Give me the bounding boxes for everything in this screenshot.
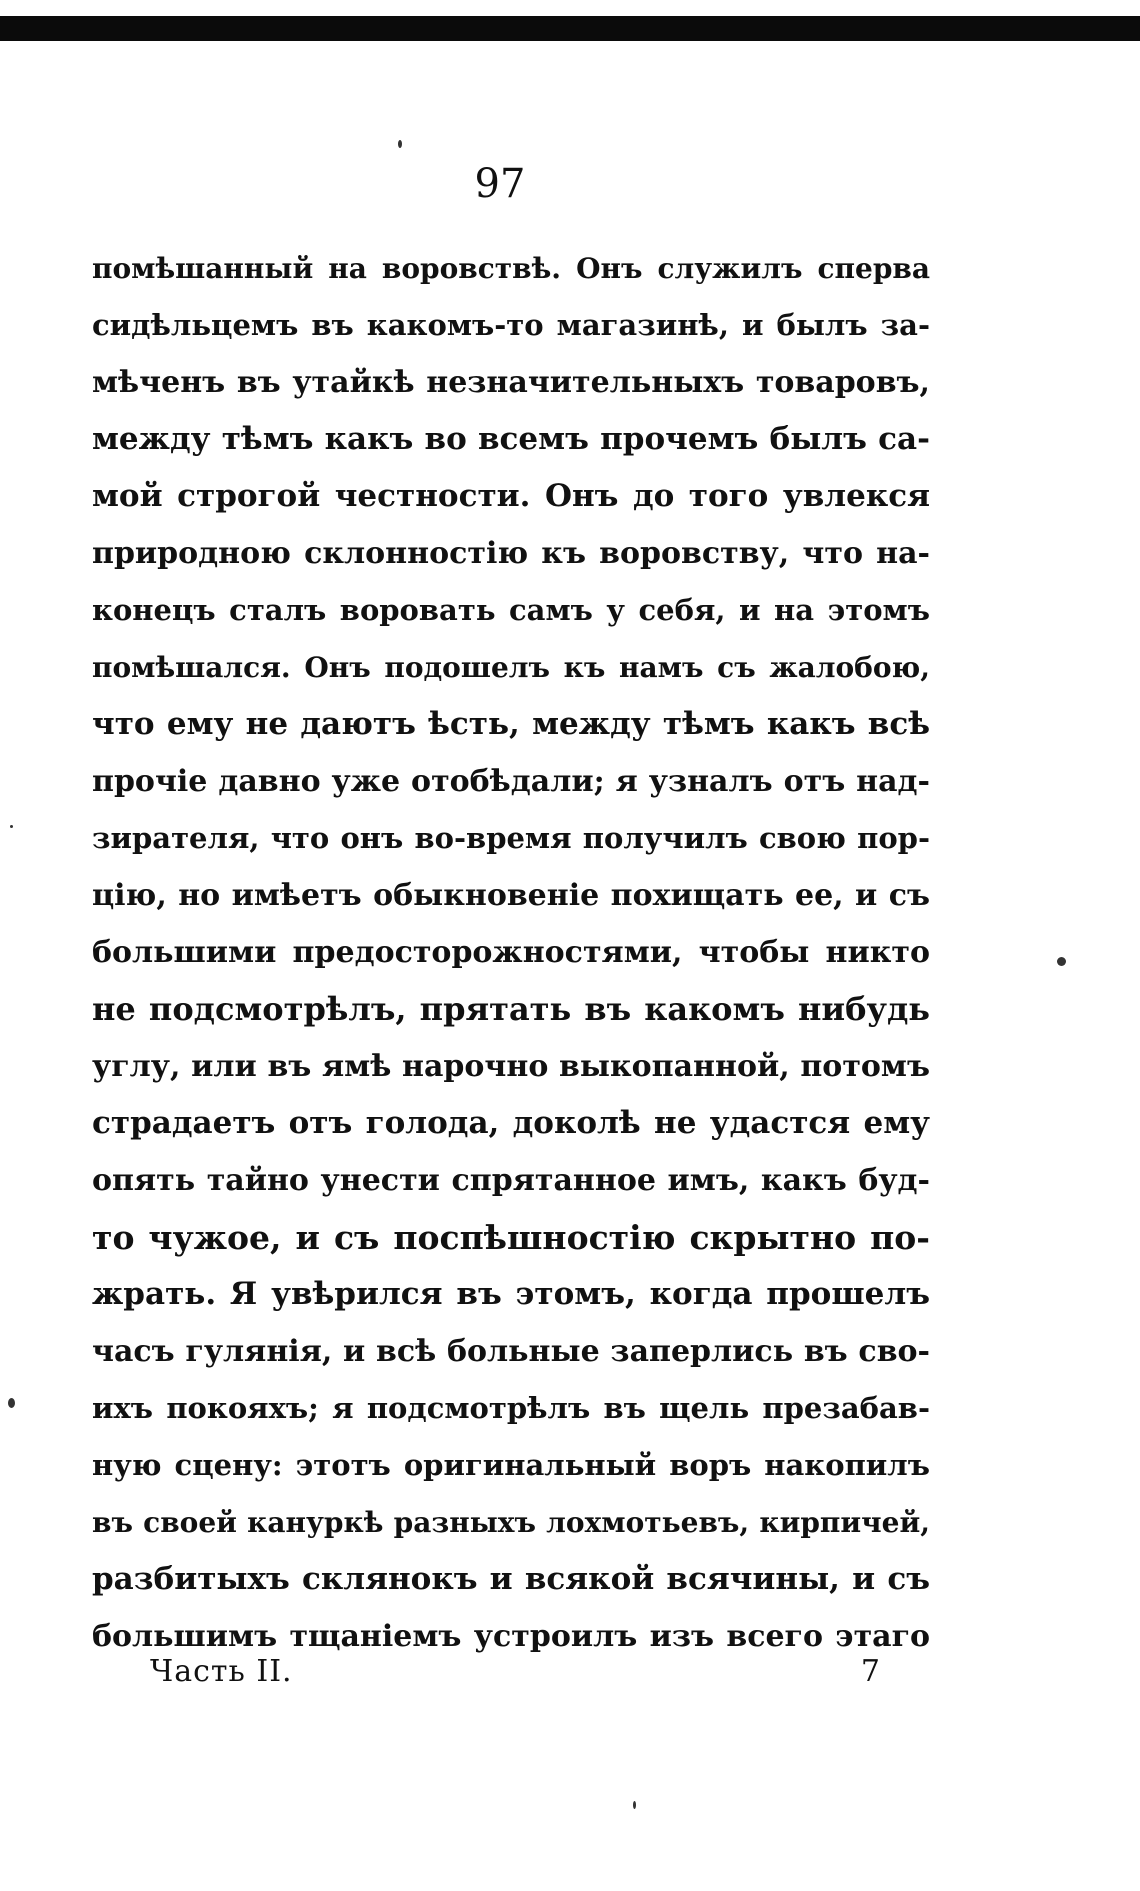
- text-line: страдаетъ отъ голода, доколѣ не удастся ему: [92, 1105, 930, 1141]
- text-line: мѣченъ въ утайкѣ незначительныхъ товаровъ,: [92, 365, 930, 400]
- scan-top-border: [0, 16, 1140, 41]
- signature-mark: Часть II.: [150, 1654, 293, 1689]
- text-line: мой строгой честности. Онъ до того увлекся: [92, 478, 930, 514]
- text-line: сидѣльцемъ въ какомъ-то магазинѣ, и былъ за-: [92, 308, 930, 342]
- scan-speck: [633, 1801, 636, 1809]
- scan-speck: [398, 140, 402, 148]
- text-line: ную сцену: этотъ оригинальный воръ накопилъ: [92, 1448, 930, 1482]
- scan-speck: [10, 825, 13, 828]
- text-line: помѣшанный на воровствѣ. Онъ служилъ сперва: [92, 252, 930, 285]
- text-line: помѣшался. Онъ подошелъ къ намъ съ жалобою,: [92, 651, 930, 684]
- text-line: конецъ сталъ воровать самъ у себя, и на этомъ: [92, 593, 930, 627]
- scan-speck: [8, 1398, 15, 1408]
- scan-speck: [1057, 957, 1066, 966]
- text-line: зирателя, что онъ во-время получилъ свою пор-: [92, 821, 930, 855]
- text-line: ихъ покояхъ; я подсмотрѣлъ въ щель презабав-: [92, 1391, 930, 1425]
- page-footer: [150, 1650, 880, 1694]
- text-line: между тѣмъ какъ во всемъ прочемъ былъ са-: [92, 421, 930, 457]
- page-number: 97: [474, 161, 526, 207]
- text-line: большими предосторожностями, чтобы никто: [92, 935, 930, 970]
- text-line: жрать. Я увѣрился въ этомъ, когда прошелъ: [92, 1276, 930, 1312]
- text-line: цію, но имѣетъ обыкновеніе похищать ее, и съ: [92, 878, 930, 913]
- text-line: природною склонностію къ воровству, что на-: [92, 536, 930, 571]
- text-line: часъ гулянія, и всѣ больные заперлись въ сво-: [92, 1334, 930, 1369]
- sheet-number: 7: [860, 1654, 880, 1689]
- text-line: прочіе давно уже отобѣдали; я узналъ отъ над-: [92, 764, 930, 799]
- text-line: не подсмотрѣлъ, прятать въ какомъ нибудь: [92, 990, 930, 1028]
- text-line: углу, или въ ямѣ нарочно выкопанной, потомъ: [92, 1049, 930, 1084]
- text-line: то чужое, и съ поспѣшностію скрытно по-: [92, 1218, 930, 1257]
- text-line: разбитыхъ склянокъ и всякой всячины, и съ: [92, 1561, 930, 1597]
- text-line: что ему не даютъ ѣсть, между тѣмъ какъ всѣ: [92, 706, 930, 742]
- text-line: въ своей кануркѣ разныхъ лохмотьевъ, кирпичей,: [92, 1506, 930, 1539]
- text-line: опять тайно унести спрятанное имъ, какъ буд-: [92, 1163, 930, 1198]
- text-line: большимъ тщаніемъ устроилъ изъ всего этаго: [92, 1619, 930, 1654]
- body-text: [92, 240, 930, 1665]
